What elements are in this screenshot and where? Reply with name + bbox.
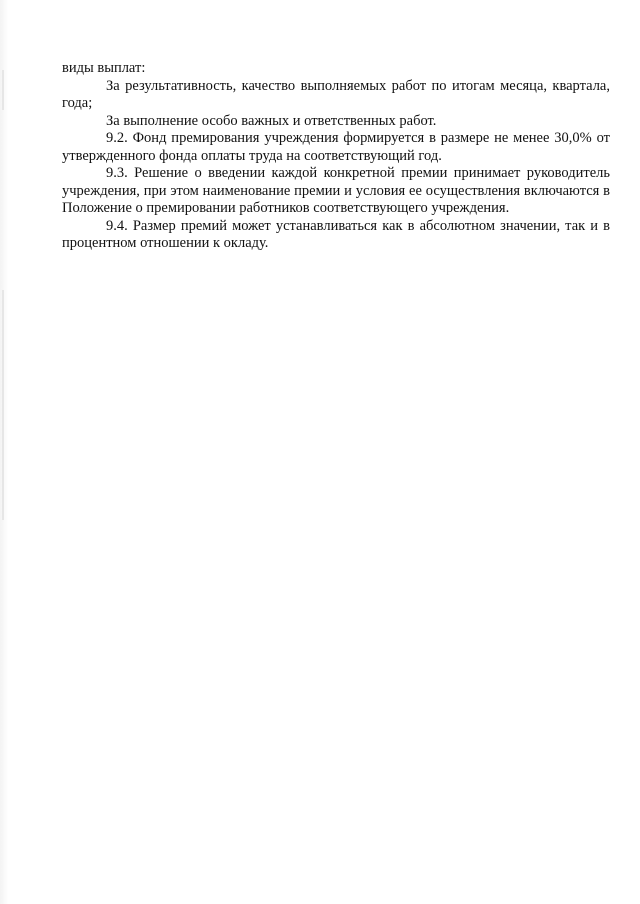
document-body: [62, 60, 610, 253]
paragraph-9-4: 9.4. Размер премий может устанавливаться как в абсолютном значении, так и в процентном отношении к окладу.: [62, 217, 610, 251]
scan-speck: [2, 70, 4, 110]
paragraph-9-2: 9.2. Фонд премирования учреждения формируется в размере не менее 30,0% от утвержденного фонда оплаты труда на соответствующий год.: [62, 130, 610, 164]
paragraph-9-3: 9.3. Решение о введении каждой конкретной премии принимает руководитель учреждения, при этом наименование премии и условия ее осуществления включаются в Положение о премировании работников соответствующего учреждения.: [62, 165, 610, 216]
paragraph-important-work-bonus: За выполнение особо важных и ответственных работ.: [106, 112, 437, 129]
paragraph-payment-types: виды выплат:: [62, 60, 146, 76]
scan-speck: [2, 290, 4, 520]
paragraph-performance-bonus: За результативность, качество выполняемых работ по итогам месяца, квартала, года;: [62, 77, 610, 111]
